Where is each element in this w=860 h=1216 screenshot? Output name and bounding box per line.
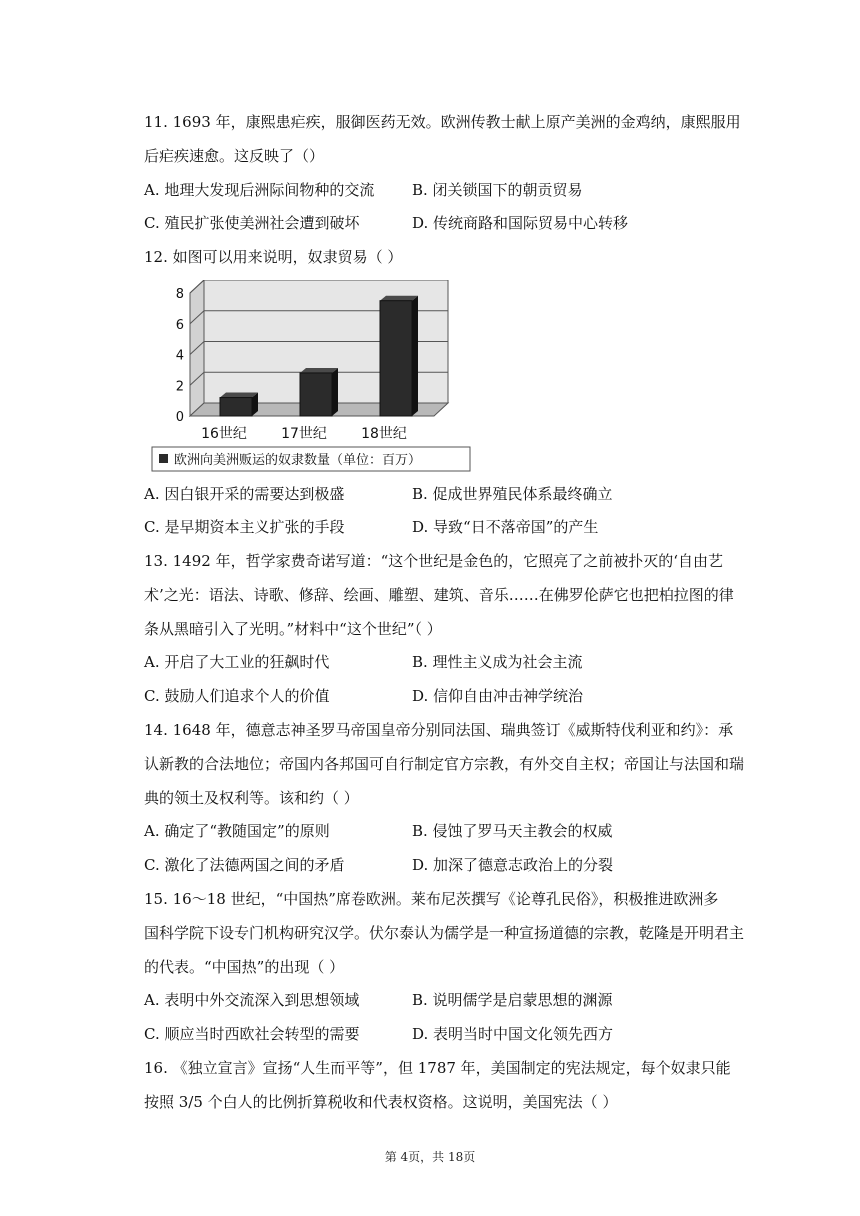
- bar: [300, 368, 338, 416]
- y-tick-label: 6: [175, 317, 184, 333]
- q15-line-2: 国科学院下设专门机构研究汉学。伏尔泰认为儒学是一种宣扬道德的宗教，乾隆是开明君主: [144, 924, 745, 942]
- q11-option-d: D. 传统商路和国际贸易中心转移: [412, 214, 629, 232]
- q16-line-1: 16. 《独立宣言》宣扬“人生而平等”，但 1787 年，美国制定的宪法规定，每个奴隶只能: [144, 1059, 731, 1077]
- q13-line-1: 13. 1492 年，哲学家费奇诺写道：“这个世纪是金色的，它照亮了之前被扑灭的‘自由艺: [144, 552, 724, 570]
- q11-option-c: C. 殖民扩张使美洲社会遭到破坏: [144, 214, 360, 232]
- legend-swatch: [159, 454, 168, 463]
- q13-line-3: 条从黑暗引入了光明。”材料中“这个世纪”（ ）: [144, 620, 442, 638]
- q14-option-d: D. 加深了德意志政治上的分裂: [412, 856, 614, 874]
- page-footer: 第 4页，共 18页: [384, 1150, 476, 1164]
- q11-line-2: 后疟疾速愈。这反映了（）: [144, 147, 325, 165]
- y-tick-label: 8: [175, 287, 184, 302]
- q14-option-c: C. 激化了法德两国之间的矛盾: [144, 856, 345, 874]
- q12-option-d: D. 导致“日不落帝国”的产生: [412, 518, 599, 536]
- q16-line-2: 按照 3/5 个白人的比例折算税收和代表权资格。这说明，美国宪法（ ）: [144, 1093, 618, 1111]
- q11-line-1: 11. 1693 年，康熙患疟疾，服御医药无效。欧洲传教士献上原产美洲的金鸡纳，康熙服用: [144, 113, 741, 131]
- x-tick-label: 18世纪: [361, 426, 407, 442]
- q14-option-a: A. 确定了“教随国定”的原则: [144, 822, 330, 840]
- y-tick-label: 2: [175, 379, 184, 395]
- q11-option-a: A. 地理大发现后洲际间物种的交流: [144, 181, 375, 199]
- q13-option-c: C. 鼓励人们追求个人的价值: [144, 687, 330, 705]
- q14-line-1: 14. 1648 年，德意志神圣罗马帝国皇帝分别同法国、瑞典签订《威斯特伐利亚和约》：承: [144, 721, 734, 739]
- y-tick-label: 4: [175, 348, 184, 364]
- x-tick-label: 17世纪: [281, 426, 327, 442]
- q12-option-b: B. 促成世界殖民体系最终确立: [412, 485, 613, 503]
- q14-line-3: 典的领土及权利等。该和约（ ）: [144, 789, 359, 807]
- q11-option-b: B. 闭关锁国下的朝贡贸易: [412, 181, 583, 199]
- q15-option-c: C. 顺应当时西欧社会转型的需要: [144, 1025, 360, 1043]
- q15-option-a: A. 表明中外交流深入到思想领域: [144, 991, 360, 1009]
- q15-line-3: 的代表。“中国热”的出现（ ）: [144, 958, 345, 976]
- x-tick-label: 16世纪: [201, 426, 247, 442]
- q15-option-d: D. 表明当时中国文化领先西方: [412, 1025, 614, 1043]
- q12-line-1: 12. 如图可以用来说明，奴隶贸易（ ）: [144, 248, 403, 266]
- bar: [380, 296, 418, 416]
- q14-line-2: 认新教的合法地位；帝国内各邦国可自行制定官方宗教，有外交自主权；帝国让与法国和瑞: [144, 755, 745, 773]
- q14-option-b: B. 侵蚀了罗马天主教会的权威: [412, 822, 613, 840]
- q13-option-d: D. 信仰自由冲击神学统治: [412, 687, 584, 705]
- legend-label: 欧洲向美洲贩运的奴隶数量（单位：百万）: [174, 453, 422, 468]
- q13-option-b: B. 理性主义成为社会主流: [412, 653, 583, 671]
- q13-option-a: A. 开启了大工业的狂飙时代: [144, 653, 330, 671]
- slave-trade-bar-chart: [146, 280, 476, 476]
- y-tick-label: 0: [175, 410, 184, 425]
- q15-line-1: 15. 16～18 世纪，“中国热”席卷欧洲。莱布尼茨撰写《论尊孔民俗》，积极推进欧洲多: [144, 890, 719, 908]
- bar: [220, 393, 258, 416]
- q13-line-2: 术’之光：语法、诗歌、修辞、绘画、雕塑、建筑、音乐……在佛罗伦萨它也把柏拉图的律: [144, 586, 734, 604]
- q12-option-c: C. 是早期资本主义扩张的手段: [144, 518, 345, 536]
- q15-option-b: B. 说明儒学是启蒙思想的渊源: [412, 991, 613, 1009]
- q12-option-a: A. 因白银开采的需要达到极盛: [144, 485, 345, 503]
